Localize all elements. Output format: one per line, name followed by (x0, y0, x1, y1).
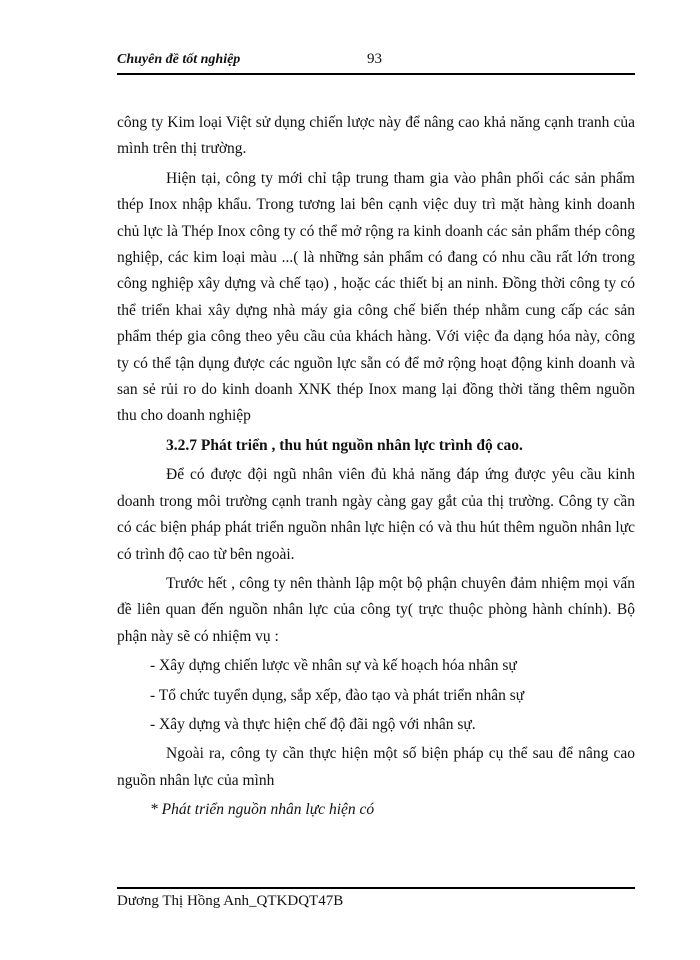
bullet-item: - Xây dựng chiến lược về nhân sự và kế hoạch hóa nhân sự (150, 657, 517, 675)
subheading: * Phát triển nguồn nhân lực hiện có (150, 801, 375, 819)
bullet-item: - Xây dựng và thực hiện chế độ đãi ngộ với nhân sự. (150, 715, 476, 733)
page-header (117, 50, 635, 72)
paragraph-5: Ngoài ra, công ty cần thực hiện một số biện pháp cụ thể sau để nâng cao nguồn nhân lực của mình (117, 745, 635, 789)
paragraph-4: Trước hết , công ty nên thành lập một bộ phận chuyên đảm nhiệm mọi vấn đề liên quan đến nguồn nhân lực của công ty( trực thuộc phòng hành chính). Bộ phận này sẽ có nhiệm vụ : (117, 574, 635, 645)
header-divider (117, 73, 635, 75)
footer-author: Dương Thị Hồng Anh_QTKDQT47B (117, 893, 344, 909)
footer-divider (117, 887, 635, 889)
paragraph-2: Hiện tại, công ty mới chỉ tập trung tham gia vào phân phối các sản phẩm thép Inox nhập khẩu. Trong tương lai bên cạnh việc duy trì mặt hàng kinh doanh chủ lực là Thép Inox công ty có thể mở rộng ra kinh doanh các sản phẩm thép công nghiệp, các kim loại màu ...( là những sản phẩm có đang có nhu cầu rất lớn trong công nghiệp xây dựng và chế tạo) , hoặc các thiết bị an ninh. Đồng thời công ty có thể triển khai xây dựng nhà máy gia công chế biến thép nhằm cung cấp các sản phẩm thép gia công theo yêu cầu của khách hàng. Với việc đa dạng hóa này, công ty có thể tận dụng được các nguồn lực sẵn có để mở rộng hoạt động kinh doanh và san sẻ rủi ro do kinh doanh XNK thép Inox mang lại đồng thời tăng thêm nguồn thu cho doanh nghiệp (117, 169, 635, 425)
paragraph-3: Để có được đội ngũ nhân viên đủ khả năng đáp ứng được yêu cầu kinh doanh trong môi trường cạnh tranh ngày càng gay gắt của thị trường. Công ty cần có các biện pháp phát triển nguồn nhân lực hiện có và thu hút thêm nguồn nhân lực có trình độ cao từ bên ngoài. (117, 466, 635, 563)
section-heading: 3.2.7 Phát triển , thu hút nguồn nhân lực trình độ cao. (166, 436, 523, 454)
document-body (117, 110, 635, 827)
bullet-item: - Tổ chức tuyển dụng, sắp xếp, đào tạo và phát triển nhân sự (150, 686, 525, 704)
paragraph-1: công ty Kim loại Việt sử dụng chiến lược này để nâng cao khả năng cạnh tranh của mình trên thị trường. (117, 114, 635, 158)
header-title: Chuyên đề tốt nghiệp (117, 52, 241, 67)
page-number: 93 (367, 51, 382, 67)
